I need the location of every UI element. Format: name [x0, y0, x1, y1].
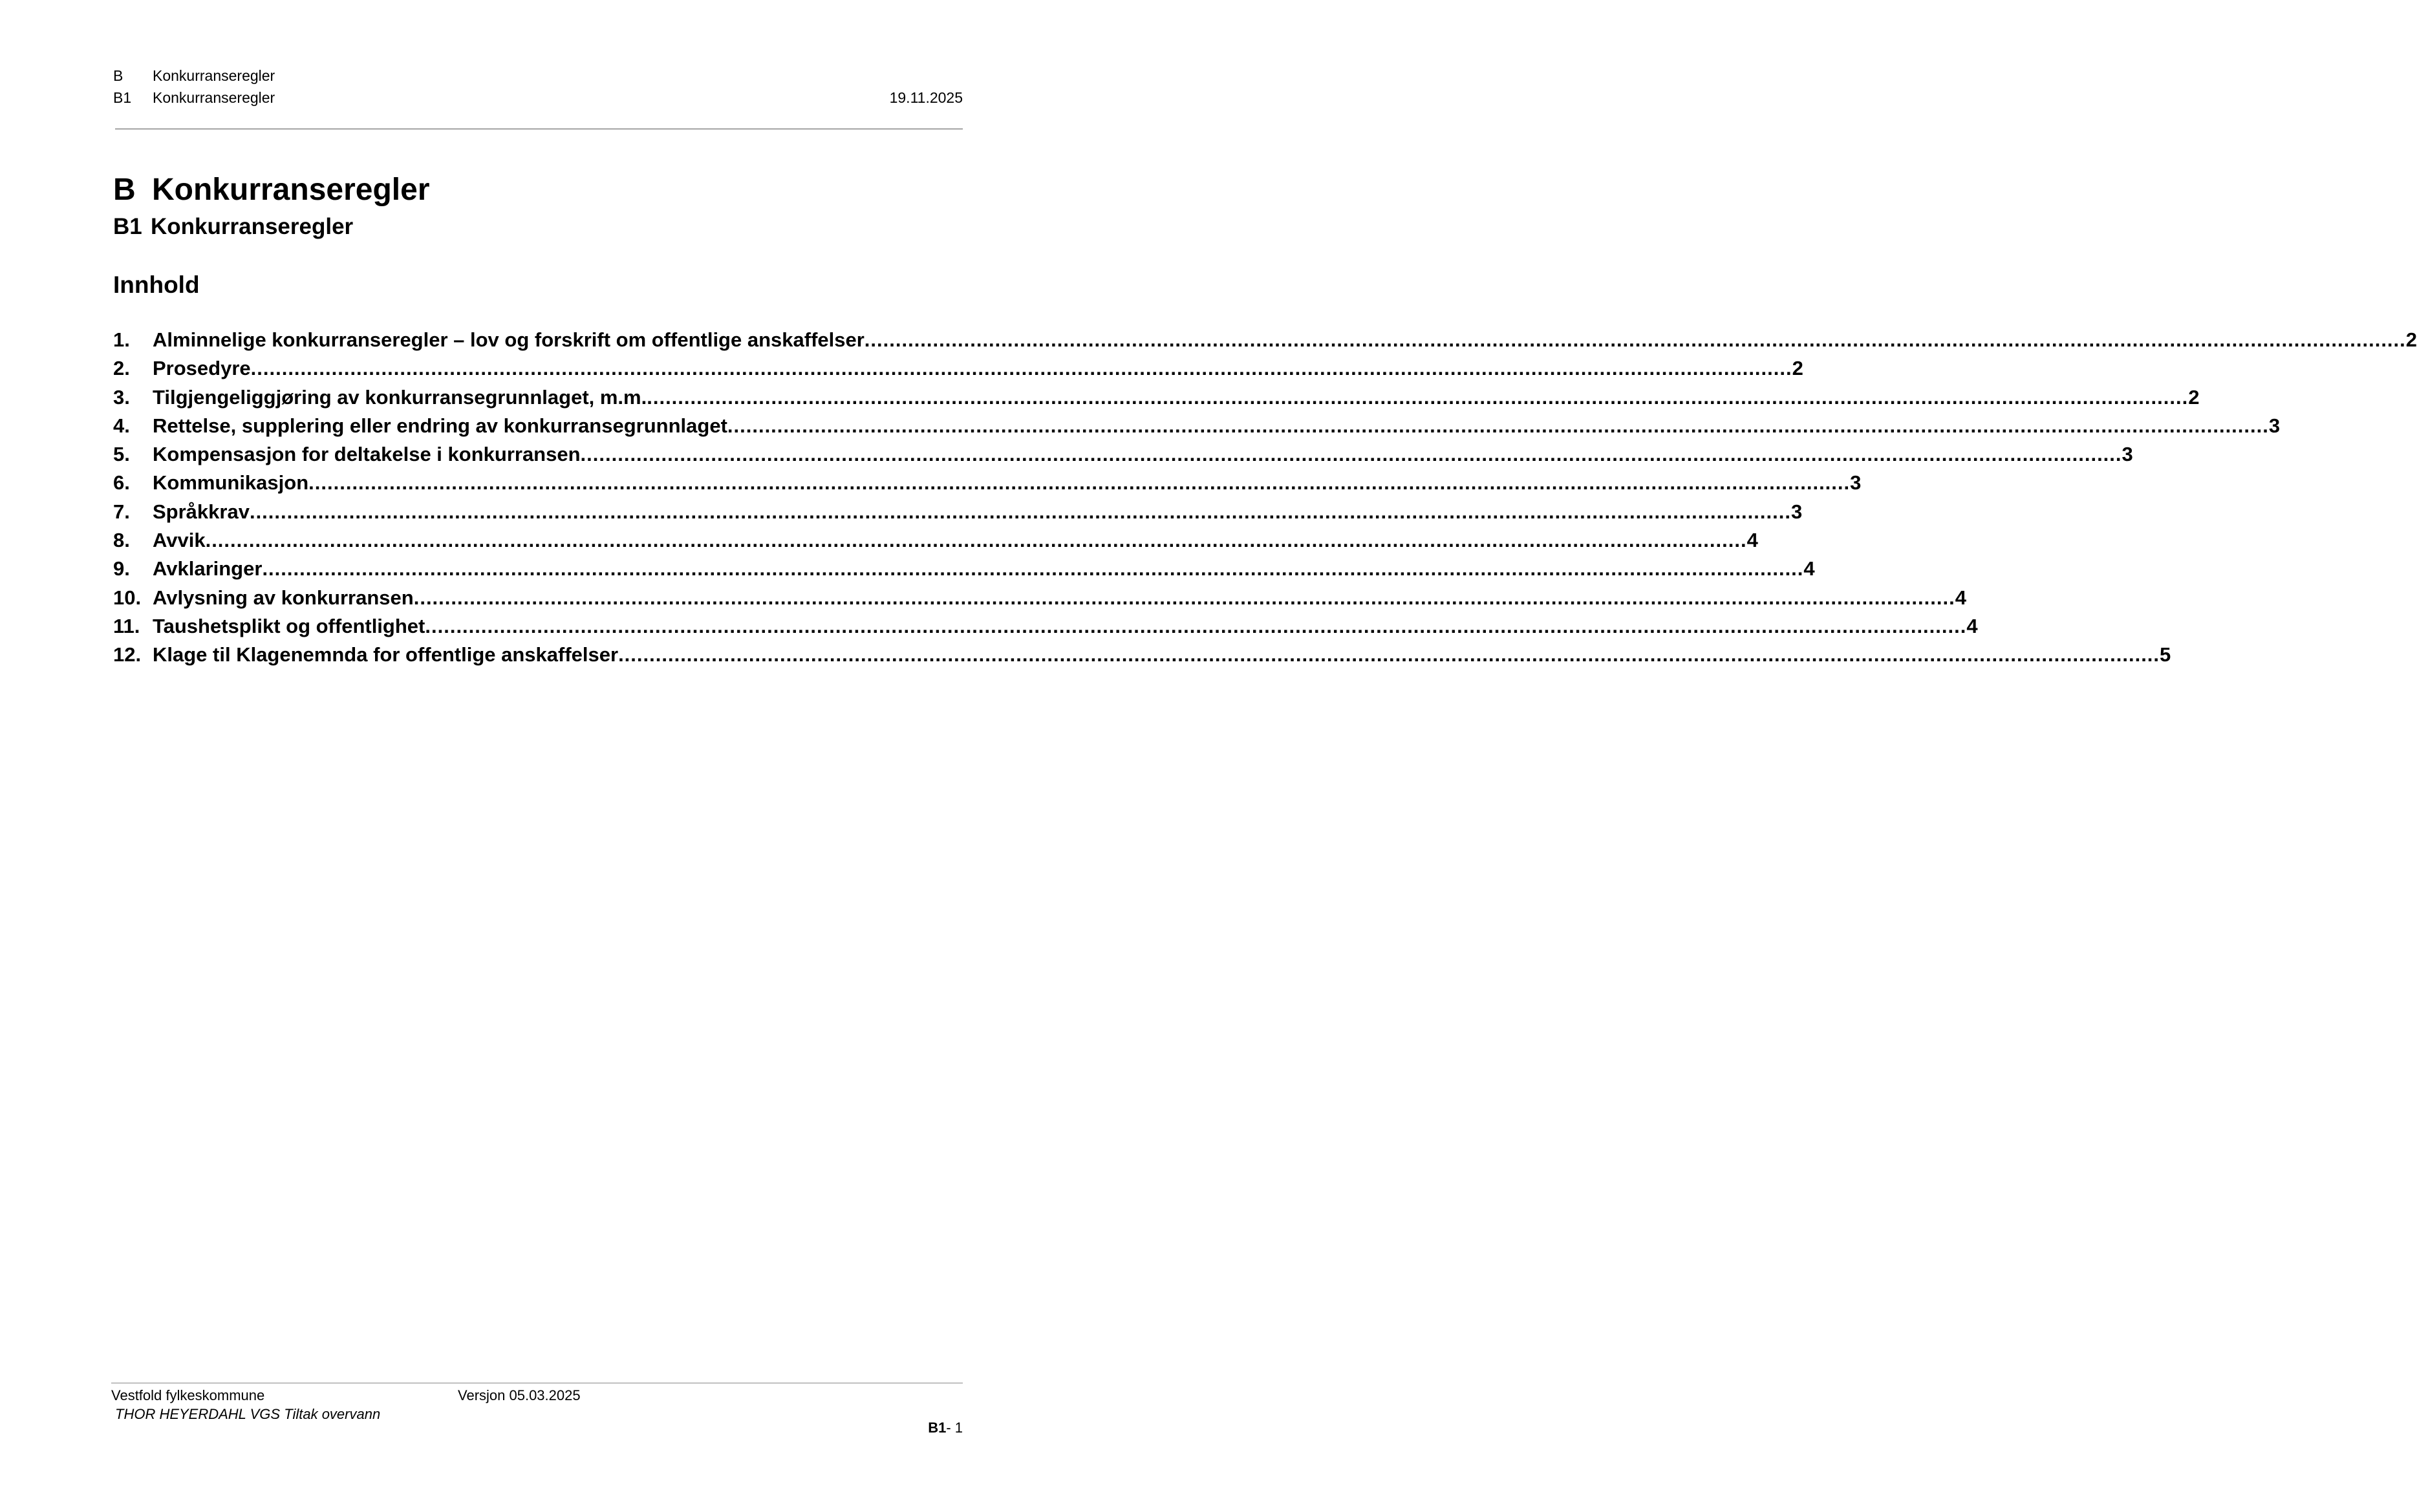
footer-page-code: B1	[928, 1420, 947, 1436]
toc-entry[interactable]	[113, 612, 1978, 641]
toc-entry[interactable]	[113, 354, 1803, 383]
header-line-2	[113, 87, 963, 109]
toc-dot-leader	[414, 584, 1955, 612]
toc-entry-page: 3	[1850, 471, 1862, 495]
toc-entry-number: 5.	[113, 443, 130, 466]
footer-page-suffix: - 1	[946, 1420, 963, 1436]
footer-version: Versjon 05.03.2025	[458, 1387, 581, 1403]
toc-entry-title: Tilgjengeliggjøring av konkurransegrunnlaget, m.m.	[153, 385, 647, 409]
toc-entry-title: Alminnelige konkurranseregler – lov og forskrift om offentlige anskaffelser	[153, 328, 865, 351]
toc-entry-page: 2	[2405, 328, 2417, 351]
page-header	[113, 65, 963, 109]
footer-organization: Vestfold fylkeskommune	[111, 1387, 265, 1403]
toc-dot-leader	[308, 469, 1850, 497]
toc-entry-number: 8.	[113, 529, 130, 552]
toc-entry-title: Kompensasjon for deltakelse i konkurransen	[153, 443, 581, 466]
table-of-contents	[113, 326, 2417, 670]
document-title	[113, 169, 430, 211]
document-subtitle-code: B1	[113, 214, 142, 239]
toc-entry-number: 6.	[113, 471, 130, 495]
toc-dot-leader	[727, 412, 2269, 440]
toc-entry[interactable]	[113, 469, 1862, 497]
toc-dot-leader	[425, 612, 1966, 641]
document-title-text: Konkurranseregler	[152, 173, 430, 207]
toc-entry-page: 4	[1955, 586, 1966, 609]
toc-entry-page: 3	[2122, 443, 2133, 466]
toc-entry-page: 4	[1966, 614, 1978, 637]
header-section-code: B	[113, 67, 124, 84]
toc-entry-page: 2	[2188, 385, 2200, 409]
toc-entry-title: Klage til Klagenemnda for offentlige anskaffelser	[153, 643, 619, 666]
toc-entry[interactable]	[113, 440, 2133, 469]
document-subtitle	[113, 212, 353, 242]
toc-dot-leader	[262, 555, 1803, 583]
toc-entry-number: 10.	[113, 586, 142, 609]
toc-dot-leader	[581, 440, 2122, 469]
toc-entry-page: 4	[1803, 557, 1815, 580]
toc-entry[interactable]	[113, 526, 1758, 555]
header-date: 19.11.2025	[889, 89, 963, 106]
toc-entry-page: 5	[2160, 643, 2171, 666]
toc-entry-page: 2	[1792, 357, 1803, 380]
toc-dot-leader	[647, 383, 2188, 412]
toc-entry-title: Kommunikasjon	[153, 471, 309, 495]
toc-entry-title: Prosedyre	[153, 357, 251, 380]
toc-entry-title: Rettelse, supplering eller endring av konkurransegrunnlaget	[153, 414, 727, 437]
toc-entry-number: 4.	[113, 414, 130, 437]
header-line-1	[113, 65, 963, 87]
footer-project-name: THOR HEYERDAHL VGS Tiltak overvann	[115, 1406, 381, 1422]
toc-dot-leader	[865, 326, 2406, 354]
toc-entry[interactable]	[113, 641, 2171, 669]
toc-entry-page: 4	[1746, 529, 1758, 552]
toc-entry-page: 3	[1790, 500, 1803, 523]
header-section-title: Konkurranseregler	[153, 67, 275, 84]
toc-entry-number: 2.	[113, 357, 130, 380]
document-subtitle-text: Konkurranseregler	[151, 214, 354, 239]
toc-entry-title: Avklaringer	[153, 557, 263, 580]
toc-entry-number: 7.	[113, 500, 130, 523]
toc-entry[interactable]	[113, 326, 2417, 354]
footer-page-number	[928, 1418, 963, 1438]
toc-entry-number: 1.	[113, 328, 130, 351]
toc-entry-number: 3.	[113, 385, 130, 409]
toc-entry[interactable]	[113, 584, 1966, 612]
toc-dot-leader	[250, 498, 1791, 526]
toc-entry-title: Taushetsplikt og offentlighet	[153, 614, 425, 637]
header-subsection-title: Konkurranseregler	[153, 89, 275, 106]
toc-entry[interactable]	[113, 555, 1815, 583]
toc-entry-title: Språkkrav	[153, 500, 250, 523]
toc-dot-leader	[206, 526, 1747, 555]
toc-entry-number: 11.	[113, 614, 140, 637]
toc-entry-number: 12.	[113, 643, 142, 666]
toc-entry[interactable]	[113, 412, 2281, 440]
toc-entry[interactable]	[113, 383, 2200, 412]
toc-dot-leader	[618, 641, 2160, 669]
header-subsection-code: B1	[113, 89, 132, 106]
toc-entry-title: Avlysning av konkurransen	[153, 586, 414, 609]
toc-entry-number: 9.	[113, 557, 130, 580]
toc-heading: Innhold	[113, 272, 200, 298]
document-title-code: B	[113, 173, 136, 207]
toc-entry-title: Avvik	[153, 529, 206, 552]
toc-entry[interactable]	[113, 498, 1803, 526]
toc-dot-leader	[251, 354, 1792, 383]
toc-entry-page: 3	[2268, 414, 2281, 437]
